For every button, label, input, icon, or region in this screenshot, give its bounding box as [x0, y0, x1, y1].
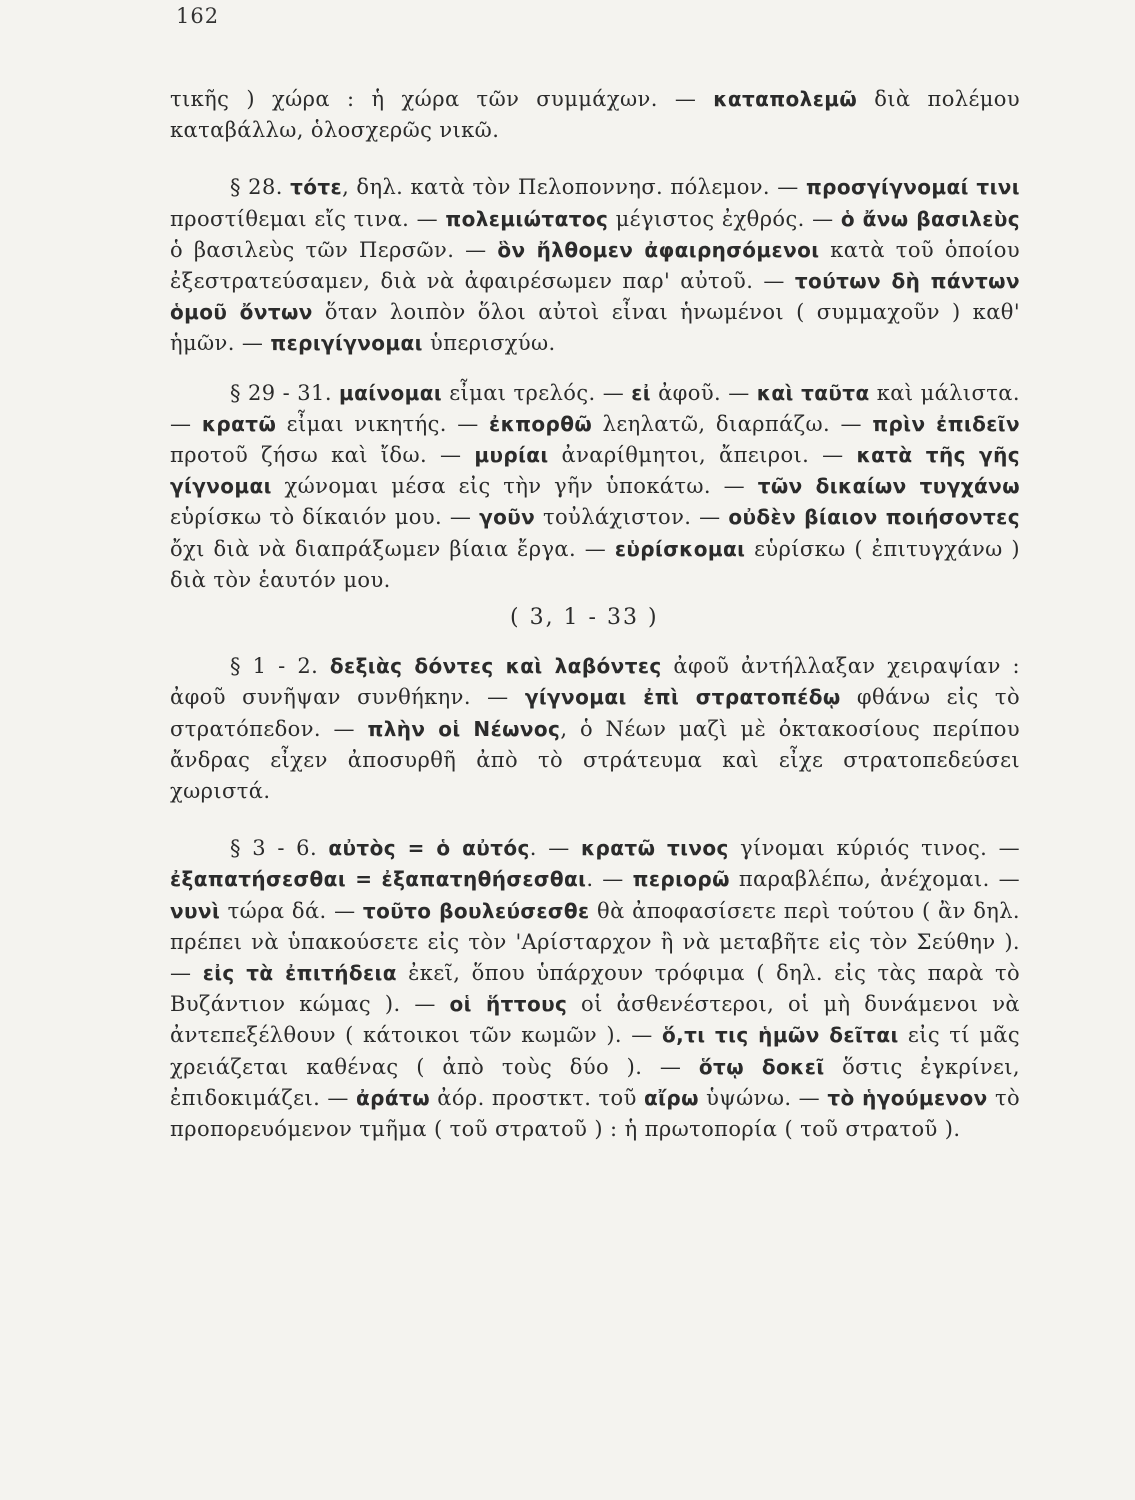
gloss-text: ὑψώνω. —	[698, 1085, 828, 1110]
gloss-text: χώνομαι μέσα εἰς τὴν γῆν ὑποκάτω. —	[271, 474, 758, 499]
gloss-text: φθάνω εἰς τὸ στρατόπεδον. —	[170, 685, 1020, 741]
gloss-text: γίνομαι κύριός τινος. —	[728, 836, 1020, 861]
lemma-term: καταπολεμῶ	[713, 87, 858, 111]
gloss-text: , ὁ Νέων μαζὶ μὲ ὀκτακοσίους περίπου ἄνδρας εἶχεν ἀποσυρθῆ ἀπὸ τὸ στράτευμα καὶ εἶχε στρατοπεδεύσει χωριστά.	[170, 716, 1021, 804]
chapter-heading: ( 3, 1 - 33 )	[510, 605, 659, 631]
paragraph-continuation	[170, 84, 1020, 146]
lemma-term: καὶ ταῦτα	[756, 380, 870, 405]
lemma-term: ὅ,τι τις ἡμῶν δεῖται	[661, 1023, 899, 1048]
lemma-term: μυρίαι	[474, 443, 549, 468]
gloss-text: ὄχι διὰ νὰ διαπράξωμεν βίαια ἔργα. —	[170, 536, 615, 561]
paragraph-section-29-31	[170, 378, 1020, 596]
lemma-term: περιγίγνομαι	[270, 331, 423, 356]
lemma-term: κρατῶ	[201, 411, 277, 436]
gloss-text: , δηλ. κατὰ τὸν Πελοποννησ. πόλεμον. —	[342, 175, 806, 200]
gloss-text: ἐκεῖ, ὅπου ὑπάρχουν τρόφιμα ( δηλ. εἰς τὰς παρὰ τὸ Βυζάντιον κώμας ). —	[170, 961, 1021, 1017]
gloss-text: ὅστις ἐγκρίνει, ἐπιδοκιμάζει. —	[170, 1054, 1020, 1110]
lemma-term: οἱ ἥττους	[449, 992, 568, 1017]
gloss-text: καὶ μάλιστα. —	[170, 380, 1020, 436]
lemma-term: τότε	[290, 175, 343, 200]
gloss-text: εἶμαι νικητής. —	[276, 411, 490, 436]
lemma-term: τούτων δὴ πάντων ὁμοῦ ὄντων	[170, 269, 1020, 325]
lemma-term: τῶν δικαίων τυγχάνω	[757, 474, 1020, 499]
lemma-term: ἐξαπατήσεσθαι = ἐξαπατηθήσεσθαι	[170, 867, 587, 892]
gloss-text: προστίθεμαι εἴς τινα. —	[170, 206, 446, 231]
lemma-term: νυνὶ	[170, 898, 221, 923]
lemma-term: αἴρω	[644, 1085, 699, 1110]
gloss-text: εὑρίσκω ( ἐπιτυγχάνω ) διὰ τὸν ἑαυτόν μου.	[170, 536, 1020, 592]
lemma-term: πολεμιώτατος	[445, 206, 609, 231]
gloss-text: § 28.	[230, 175, 291, 200]
gloss-text: § 1 - 2.	[230, 654, 330, 679]
gloss-text: ὁ βασιλεὺς τῶν Περσῶν. —	[170, 237, 498, 262]
gloss-text: λεηλατῶ, διαρπάζω. —	[592, 411, 873, 436]
gloss-text: τοὐλάχιστον. —	[535, 505, 729, 530]
lemma-term: πλὴν οἱ Νέωνος	[367, 716, 561, 741]
lemma-term: γοῦν	[479, 505, 536, 530]
gloss-text: παραβλέπω, ἀνέχομαι. —	[729, 867, 1020, 892]
lemma-term: ἐκπορθῶ	[489, 411, 593, 436]
lemma-term: ὁ ἄνω βασιλεὺς	[840, 206, 1021, 231]
gloss-text: διὰ πολέμου καταβάλλω, ὁλοσχερῶς νικῶ.	[170, 87, 1021, 143]
lemma-term: κατὰ τῆς γῆς γίγνομαι	[170, 443, 1020, 499]
lemma-term: πρὶν ἐπιδεῖν	[872, 411, 1021, 436]
lemma-term: περιορῶ	[632, 867, 730, 892]
gloss-text: ἀφοῦ ἀντήλλαξαν χειραψίαν : ἀφοῦ συνῆψαν συνθήκην. —	[170, 654, 1021, 710]
lemma-term: γίγνομαι ἐπὶ στρατοπέδῳ	[524, 685, 841, 710]
lemma-term: εἰς τὰ ἐπιτήδεια	[202, 961, 397, 986]
gloss-text: ἀναρίθμητοι, ἄπειροι. —	[548, 443, 857, 468]
lemma-term: ὃν ἤλθομεν ἀφαιρησόμενοι	[497, 237, 820, 262]
gloss-text: εἰς τί μᾶς χρειάζεται καθένας ( ἀπὸ τοὺς δύο ). —	[170, 1023, 1020, 1079]
lemma-term: κρατῶ τινος	[580, 836, 729, 861]
gloss-text: κατὰ τοῦ ὁποίου ἐξεστρατεύσαμεν, διὰ νὰ ἀφαιρέσωμεν παρ' αὐτοῦ. —	[170, 237, 1020, 294]
lemma-term: αὐτὸς = ὁ αὐτός	[328, 836, 530, 861]
lemma-term: τὸ ἡγούμενον	[827, 1085, 988, 1110]
gloss-text: προτοῦ ζήσω καὶ ἴδω. —	[170, 443, 475, 468]
gloss-text: ὑπερισχύω.	[422, 331, 556, 356]
lemma-term: προσγίγνομαί τινι	[805, 175, 1020, 200]
gloss-text: εἶμαι τρελός. —	[442, 380, 632, 405]
lemma-term: ὅτῳ δοκεῖ	[698, 1054, 825, 1079]
lemma-term: τοῦτο βουλεύσεσθε	[362, 898, 590, 923]
lemma-term: δεξιὰς δόντες καὶ λαβόντες	[329, 654, 662, 679]
gloss-text: § 3 - 6.	[230, 836, 329, 861]
page-number: 162	[176, 4, 220, 28]
lemma-term: εὑρίσκομαι	[614, 536, 746, 561]
gloss-text: τὸ προπορευόμενον τμῆμα ( τοῦ στρατοῦ ) : ἡ πρωτοπορία ( τοῦ στρατοῦ ).	[170, 1085, 1021, 1142]
gloss-text: § 29 - 31.	[230, 380, 340, 405]
lemma-term: ἀράτω	[356, 1085, 430, 1110]
paragraph-section-1-2	[170, 651, 1020, 807]
gloss-text: . —	[586, 867, 633, 892]
gloss-text: ἀφοῦ. —	[650, 380, 757, 405]
lemma-term: οὐδὲν βίαιον ποιήσοντες	[728, 505, 1020, 530]
gloss-text: ἀόρ. προστκτ. τοῦ	[430, 1085, 645, 1110]
gloss-text: θὰ ἀποφασίσετε περὶ τούτου ( ἂν δηλ. πρέπει νὰ ὑπακούσετε εἰς τὸν 'Αρίσταρχον ἢ νὰ μεταβῆτε εἰς τὸν Σεύθην ). —	[170, 898, 1020, 986]
gloss-text: εὑρίσκω τὸ δίκαιόν μου. —	[170, 505, 480, 530]
lemma-term: εἰ	[631, 380, 651, 405]
gloss-text: ὅταν λοιπὸν ὅλοι αὐτοὶ εἶναι ἡνωμένοι ( συμμαχοῦν ) καθ' ἡμῶν. —	[170, 300, 1020, 356]
gloss-text: μέγιστος ἐχθρός. —	[608, 206, 841, 231]
gloss-text: . —	[529, 836, 581, 861]
gloss-text: οἱ ἀσθενέστεροι, οἱ μὴ δυνάμενοι νὰ ἀντεπεξέλθουν ( κάτοικοι τῶν κωμῶν ). —	[170, 992, 1020, 1048]
paragraph-section-3-6	[170, 833, 1020, 1145]
body-text	[170, 84, 1020, 1145]
lemma-term: μαίνομαι	[339, 380, 443, 405]
gloss-text: τικῆς ) χώρα : ἡ χώρα τῶν συμμάχων. —	[170, 87, 714, 111]
paragraph-section-28	[170, 172, 1020, 359]
gloss-text: τώρα δά. —	[220, 898, 363, 923]
